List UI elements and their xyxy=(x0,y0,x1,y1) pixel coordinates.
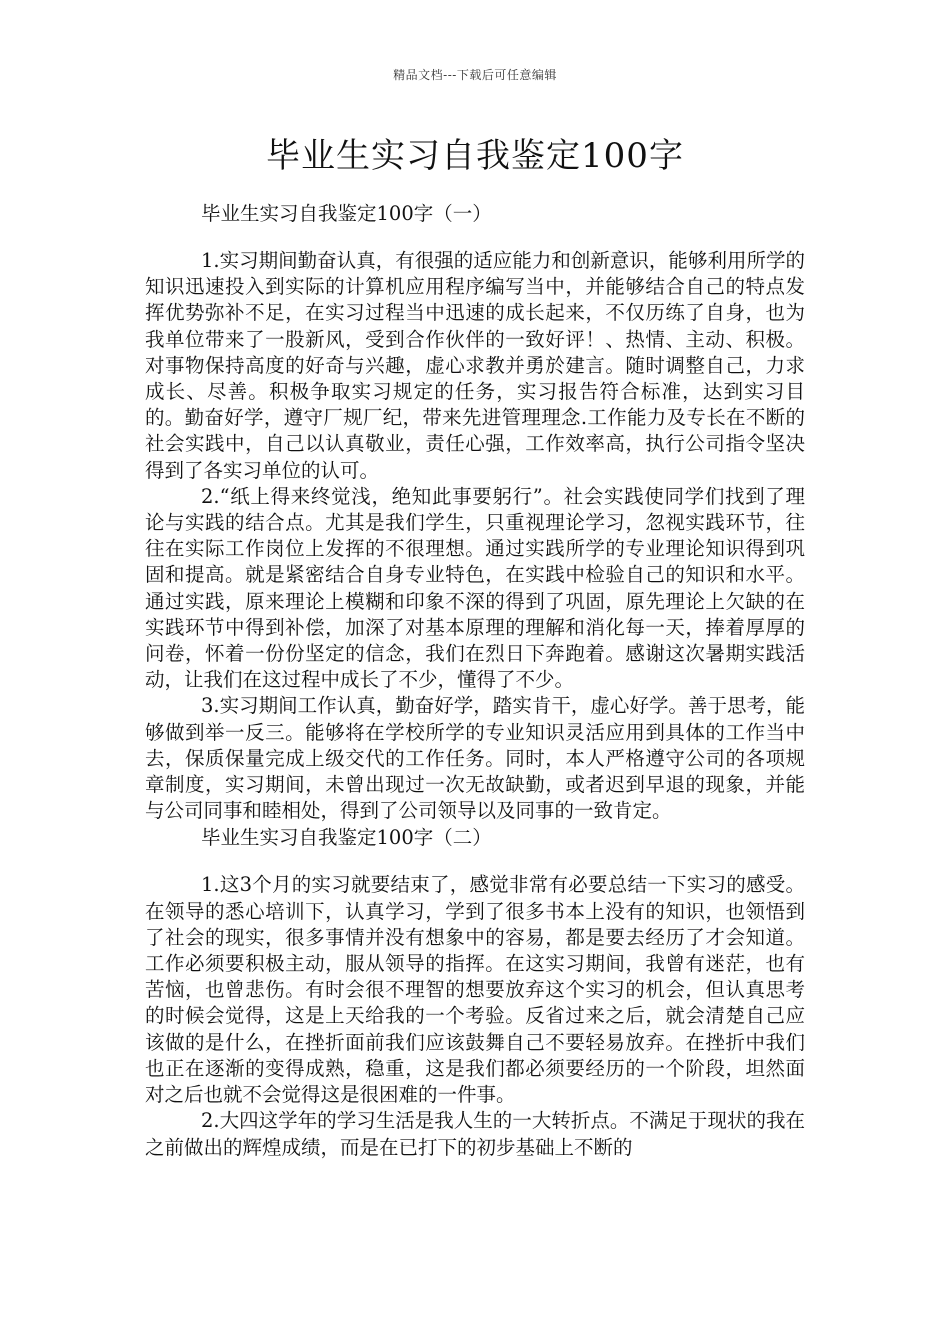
paragraph: 2.大四这学年的学习生活是我人生的一大转折点。不满足于现状的我在之前做出的辉煌成绩，而是在已打下的初步基础上不断的 xyxy=(145,1109,805,1159)
paragraph: 1.这3个月的实习就要结束了，感觉非常有必要总结一下实习的感受。在领导的悉心培训下，认真学习，学到了很多书本上没有的知识，也领悟到了社会的现实，很多事情并没有想象中的容易，都是要去经历了才会知道。工作必须要积极主动，服从领导的指挥。在这实习期间，我曾有迷茫，也有苦恼，也曾悲伤。有时会很不理智的想要放弃这个实习的机会，但认真思考的时候会觉得，这是上天给我的一个考验。反省过来之后，就会清楚自己应该做的是什么，在挫折面前我们应该鼓舞自己不要轻易放弃。在挫折中我们也正在逐渐的变得成熟，稳重，这是我们都必须要经历的一个阶段，坦然面对之后也就不会觉得这是很困难的一件事。 xyxy=(145,873,805,1107)
header-note: 精品文档---下载后可任意编辑 xyxy=(393,68,557,82)
section-heading-2: 毕业生实习自我鉴定100字（二） xyxy=(201,826,492,850)
paragraph: 2.“纸上得来终觉浅，绝知此事要躬行”。社会实践使同学们找到了理论与实践的结合点。尤其是我们学生，只重视理论学习，忽视实践环节，往往在实际工作岗位上发挥的不很理想。通过实践所学的专业理论知识得到巩固和提高。就是紧密结合自身专业特色，在实践中检验自己的知识和水平。通过实践，原来理论上模糊和印象不深的得到了巩固，原先理论上欠缺的在实践环节中得到补偿，加深了对基本原理的理解和消化每一天，捧着厚厚的问卷，怀着一份份坚定的信念，我们在烈日下奔跑着。感谢这次暑期实践活动，让我们在这过程中成长了不少，懂得了不少。 xyxy=(145,484,805,692)
document-body xyxy=(145,200,805,1161)
section-heading-1: 毕业生实习自我鉴定100字（一） xyxy=(201,202,492,225)
paragraph: 1.实习期间勤奋认真，有很强的适应能力和创新意识，能够利用所学的知识迅速投入到实际的计算机应用程序编写当中，并能够结合自己的特点发挥优势弥补不足，在实习过程当中迅速的成长起来，不仅历练了自身，也为我单位带来了一股新风，受到合作伙伴的一致好评！、热情、主动、积极。对事物保持高度的好奇与兴趣，虚心求教并勇於建言。随时调整自己，力求成长、尽善。积极争取实习规定的任务，实习报告符合标准，达到实习目的。勤奋好学，遵守厂规厂纪，带来先进管理理念.工作能力及专长在不断的社会实践中，自己以认真敬业，责任心强，工作效率高，执行公司指令坚决得到了各实习单位的认可。 xyxy=(145,249,805,482)
paragraph: 3.实习期间工作认真，勤奋好学，踏实肯干，虚心好学。善于思考，能够做到举一反三。能够将在学校所学的专业知识灵活应用到具体的工作当中去，保质保量完成上级交代的工作任务。同时，本人严格遵守公司的各项规章制度，实习期间，未曾出现过一次无故缺勤，或者迟到早退的现象，并能与公司同事和睦相处，得到了公司领导以及同事的一致肯定。 xyxy=(145,694,805,823)
document-title: 毕业生实习自我鉴定100字 xyxy=(266,136,684,176)
